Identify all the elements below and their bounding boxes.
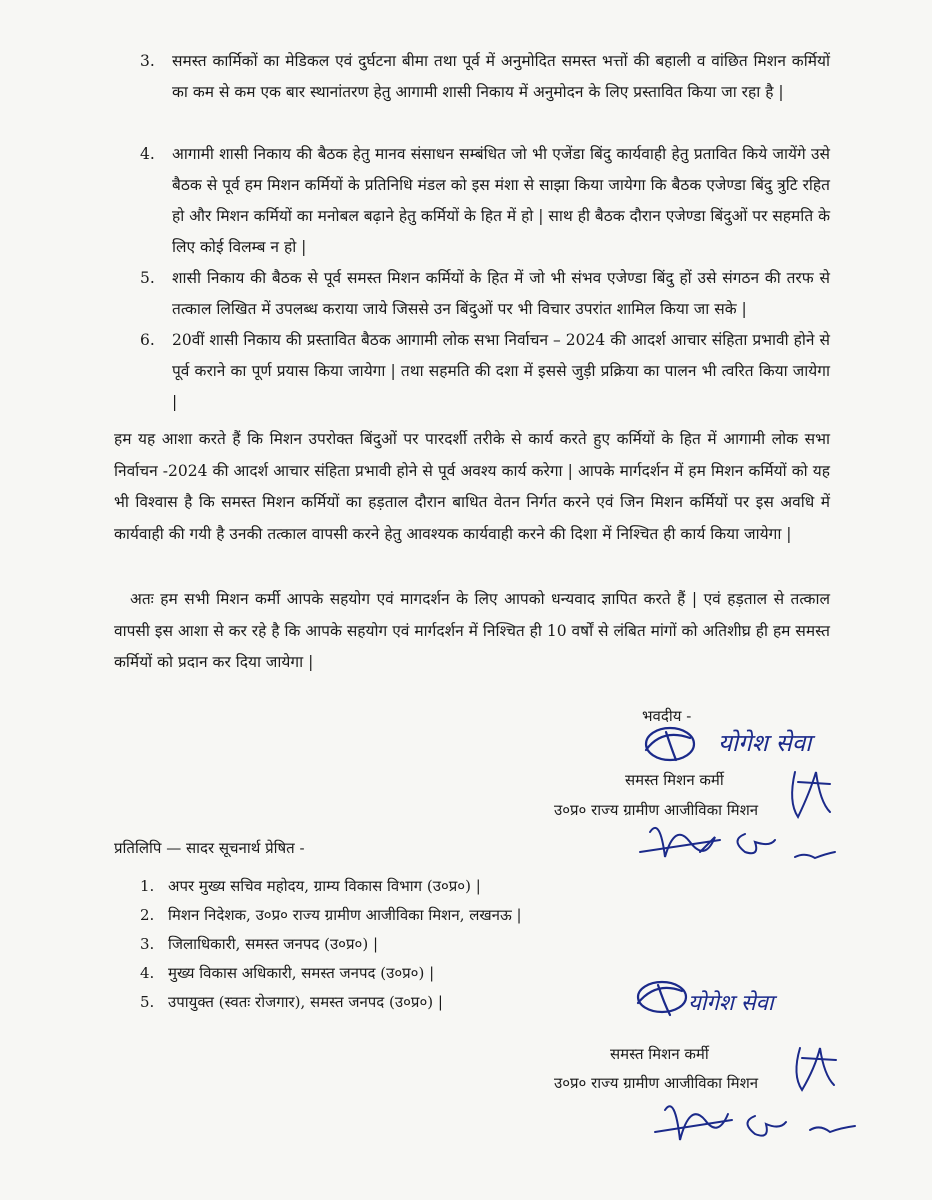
list-item [140, 263, 830, 325]
hope-paragraph: हम यह आशा करते हैं कि मिशन उपरोक्त बिंदुओं पर पारदर्शी तरीके से कार्य करते हुए कर्मियों के हित में आगामी लोक सभा निर्वाचन -2024 की आदर्श आचार संहिता प्रभावी होने से पूर्व अवश्य कार्य करेगा | आपके मार्गदर्शन में हम मिशन कर्मियों को यह भी विश्वास है कि समस्त मिशन कर्मियों का हड़ताल दौरान बाधित वेतन निर्गत करने एवं जिन मिशन कर्मियों पर इस अवधि में कार्यवाही की गयी है उनकी तत्काल वापसी करने हेतु आवश्यक कार्यवाही करने की दिशा में निश्चित ही कार्य किया जायेगा | [114, 430, 830, 543]
item-number: 4. [140, 145, 155, 163]
list-item [140, 325, 830, 418]
copy-list-item [140, 876, 481, 896]
copy-number: 2. [140, 906, 155, 924]
copy-list-item [140, 963, 434, 983]
additional-signatures [620, 762, 880, 882]
copy-number: 5. [140, 993, 155, 1011]
signature-name: योगेश सेवा [718, 729, 812, 757]
copy-text: मुख्य विकास अधिकारी, समस्त जनपद (उ०प्र०) | [168, 964, 435, 982]
signatory-line1: समस्त मिशन कर्मी [610, 1045, 709, 1063]
item-number: 6. [140, 331, 155, 349]
signature-handwritten [626, 975, 846, 1023]
copy-list-item [140, 934, 378, 954]
copy-text: अपर मुख्य सचिव महोदय, ग्राम्य विकास विभाग (उ०प्र०) | [168, 877, 481, 895]
copy-text: मिशन निदेशक, उ०प्र० राज्य ग्रामीण आजीविका मिशन, लखनऊ | [168, 906, 522, 924]
signature-name: योगेश सेवा [688, 991, 774, 1016]
copy-list-item [140, 905, 522, 925]
copy-text: जिलाधिकारी, समस्त जनपद (उ०प्र०) | [168, 935, 378, 953]
signatures-cluster-icon [640, 1040, 880, 1160]
copy-text: उपायुक्त (स्वतः रोजगार), समस्त जनपद (उ०प्र०) | [168, 993, 443, 1011]
item-text: 20वीं शासी निकाय की प्रस्तावित बैठक आगामी लोक सभा निर्वाचन – 2024 की आदर्श आचार संहिता प्रभावी होने से पूर्व कराने का पूर्ण प्रयास किया जायेगा | तथा सहमति की दशा में इससे जुड़ी प्रक्रिया का पालन भी त्वरित किया जायेगा | [172, 331, 830, 411]
closing: भवदीय - [642, 707, 692, 725]
item-text: शासी निकाय की बैठक से पूर्व समस्त मिशन कर्मियों के हित में जो भी संभव एजेण्डा बिंदु हों उसे संगठन की तरफ से तत्काल लिखित में उपलब्ध कराया जाये जिससे उन बिंदुओं पर भी विचार उपरांत शामिल किया जा सके | [172, 269, 830, 318]
copies-heading: प्रतिलिपि — सादर सूचनार्थ प्रेषित - [114, 839, 305, 857]
signatory-line1: समस्त मिशन कर्मी [625, 771, 724, 789]
copy-number: 3. [140, 935, 155, 953]
thanks-paragraph: अतः हम सभी मिशन कर्मी आपके सहयोग एवं मागदर्शन के लिए आपको धन्यवाद ज्ञापित करते हैं | एवं हड़ताल से तत्काल वापसी इस आशा से कर रहे है कि आपके सहयोग एवं मार्गदर्शन में निश्चित ही 10 वर्षों से लंबित मांगों को अतिशीघ्र ही हम समस्त कर्मियों को प्रदान कर दिया जायेगा | [114, 590, 830, 671]
signatory-line2: उ०प्र० राज्य ग्रामीण आजीविका मिशन [554, 1074, 759, 1092]
item-text: आगामी शासी निकाय की बैठक हेतु मानव संसाधन सम्बंधित जो भी एजेंडा बिंदु कार्यवाही हेतु प्रतावित किये जायेंगे उसे बैठक से पूर्व हम मिशन कर्मियों के प्रतिनिधि मंडल को इस मंशा से साझा किया जायेगा कि बैठक एजेण्डा बिंदु त्रुटि रहित हो और मिशन कर्मियों का मनोबल बढ़ाने हेतु कर्मियों के हित में हो | साथ ही बैठक दौरान एजेण्डा बिंदुओं पर सहमति के लिए कोई विलम्ब न हो | [172, 145, 830, 256]
copy-number: 4. [140, 964, 155, 982]
list-item [140, 139, 830, 263]
signatory-line2: उ०प्र० राज्य ग्रामीण आजीविका मिशन [554, 801, 759, 819]
additional-signatures [640, 1040, 880, 1160]
copy-list-item [140, 992, 443, 1012]
item-number: 5. [140, 269, 155, 287]
item-text: समस्त कार्मिकों का मेडिकल एवं दुर्घटना बीमा तथा पूर्व में अनुमोदित समस्त भत्तों की बहाली व वांछित मिशन कर्मियों का कम से कम एक बार स्थानांतरण हेतु आगामी शासी निकाय में अनुमोदन के लिए प्रस्तावित किया जा रहा है | [172, 52, 830, 101]
signature-handwritten [632, 720, 857, 768]
item-number: 3. [140, 52, 155, 70]
signatures-cluster-icon [620, 762, 880, 882]
copy-number: 1. [140, 877, 155, 895]
list-item [140, 46, 830, 108]
